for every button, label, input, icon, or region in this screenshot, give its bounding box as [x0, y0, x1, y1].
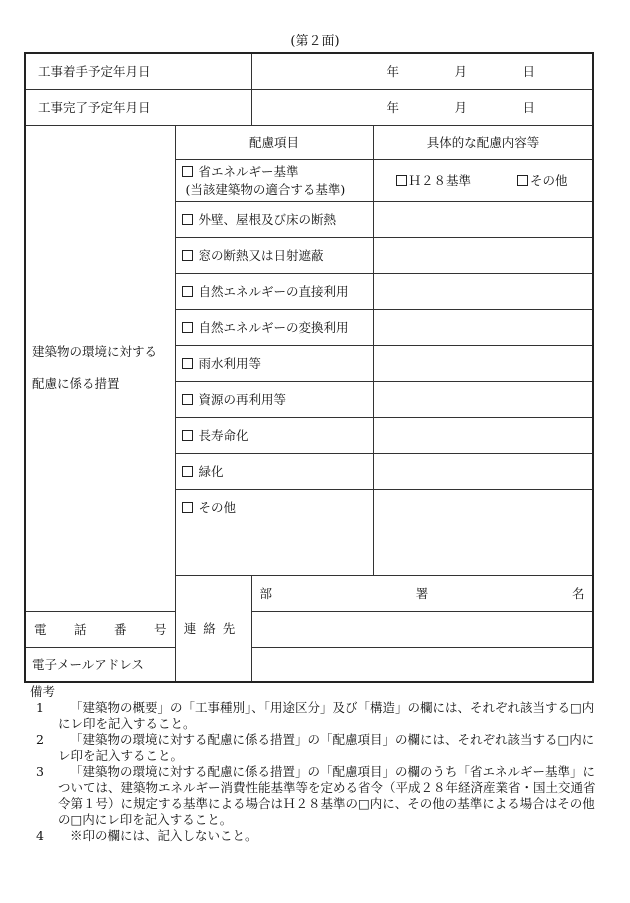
email-label: 電子メールアドレス: [25, 647, 175, 682]
item-label: 資源の再利用等: [198, 392, 287, 407]
checkbox-greening[interactable]: [182, 466, 193, 477]
env-header-row: [25, 125, 593, 159]
dept-label: 部 署 名: [251, 575, 593, 611]
item-label: 自然エネルギーの変換利用: [198, 320, 349, 335]
checkbox-rainwater[interactable]: [182, 358, 193, 369]
end-date-label: 工事完了予定年月日: [25, 89, 251, 125]
detail-cell[interactable]: [373, 345, 593, 381]
detail-cell[interactable]: [373, 273, 593, 309]
month-label: 月: [454, 100, 468, 115]
note-item: 2 「建築物の環境に対する配慮に係る措置」の「配慮項目」の欄には、それぞれ該当する□内にレ印を記入すること。: [36, 732, 595, 763]
checkbox-longevity[interactable]: [182, 430, 193, 441]
contact-phone-row: [25, 611, 593, 647]
checkbox-energy[interactable]: [182, 166, 193, 177]
year-label: 年: [386, 64, 400, 80]
contact-email-row: [25, 647, 593, 682]
notes-section: [30, 684, 600, 844]
checkbox-other[interactable]: [182, 502, 193, 513]
year-label: 年: [386, 100, 400, 115]
checkbox-natural-conversion[interactable]: [182, 322, 193, 333]
contact-label: 連絡先: [175, 575, 251, 682]
item-label: 雨水利用等: [198, 356, 262, 371]
item-label: 外壁、屋根及び床の断熱: [198, 212, 337, 227]
checkbox-other-standard[interactable]: [517, 175, 528, 186]
detail-cell[interactable]: [373, 417, 593, 453]
item-label: 自然エネルギーの直接利用: [198, 284, 349, 299]
environment-form-table: [24, 52, 594, 683]
item-label: 緑化: [198, 464, 224, 479]
note-item: 4 ※印の欄には、記入しないこと。: [36, 828, 258, 843]
end-date-row: [25, 89, 593, 125]
page-label: (第２面): [290, 34, 340, 49]
detail-cell[interactable]: [373, 453, 593, 489]
notes-title: 備考: [30, 684, 56, 699]
energy-item: 省エネルギー基準 (当該建築物の適合する基準): [175, 159, 373, 201]
email-field[interactable]: [251, 647, 593, 682]
checkbox-natural-direct[interactable]: [182, 286, 193, 297]
item-label: その他: [198, 499, 237, 515]
checkbox-h28[interactable]: [396, 175, 407, 186]
start-date-label: 工事着手予定年月日: [25, 53, 251, 89]
day-label: 日: [522, 64, 536, 80]
start-date-field[interactable]: [251, 53, 593, 89]
day-label: 日: [522, 100, 536, 115]
note-item: 3 「建築物の環境に対する配慮に係る措置」の「配慮項目」の欄のうち「省エネルギー基準」については、建築物エネルギー消費性能基準等を定める省令（平成２８年経済産業省・国土交通省令第１号）に規定する基準による場合はＨ２８基準の□内に、その他の基準による場合はその他の□内にレ印を記入すること。: [36, 764, 596, 827]
detail-cell[interactable]: [373, 237, 593, 273]
end-date-field[interactable]: [251, 89, 593, 125]
header-detail: 具体的な配慮内容等: [373, 125, 593, 159]
detail-cell[interactable]: [373, 201, 593, 237]
checkbox-window[interactable]: [182, 250, 193, 261]
start-date-row: [25, 53, 593, 89]
checkbox-resource-reuse[interactable]: [182, 394, 193, 405]
month-label: 月: [454, 64, 468, 80]
item-label: 長寿命化: [198, 428, 249, 443]
note-item: 1 「建築物の概要」の「工事種別」、「用途区分」及び「構造」の欄には、それぞれ該当する□内にレ印を記入すること。: [36, 700, 595, 731]
phone-label: 電 話 番 号: [25, 611, 175, 647]
checkbox-insulation[interactable]: [182, 214, 193, 225]
environment-measures-label: 建築物の環境に対する 配慮に係る措置: [25, 125, 175, 611]
energy-options: Ｈ２８基準 その他: [373, 159, 593, 201]
header-item: 配慮項目: [175, 125, 373, 159]
item-label: 窓の断熱又は日射遮蔽: [198, 248, 324, 263]
phone-field[interactable]: [251, 611, 593, 647]
detail-cell[interactable]: [373, 381, 593, 417]
detail-cell[interactable]: [373, 309, 593, 345]
detail-cell[interactable]: [373, 489, 593, 575]
